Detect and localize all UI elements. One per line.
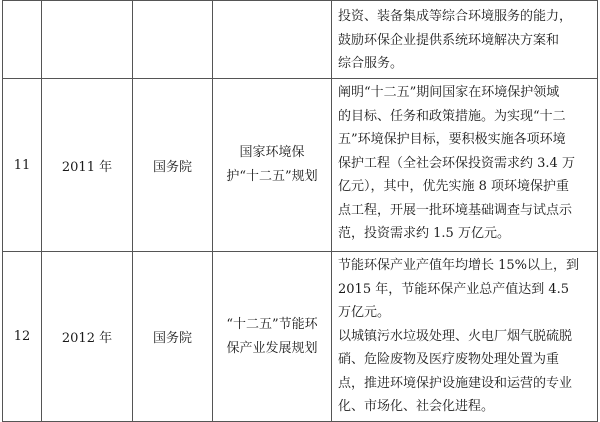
row-year: 2011 年	[42, 79, 133, 252]
row-number	[3, 1, 42, 79]
row-number: 11	[3, 79, 42, 252]
description-line: 以城镇污水垃圾处理、火电厂烟气脱硫脱	[338, 328, 573, 344]
row-description	[332, 252, 598, 422]
description-line: 保护工程（全社会环保投资需求约 3.4 万	[338, 155, 575, 171]
description-line: 阐明“十二五”期间国家在环境保护领域	[338, 85, 560, 100]
description-line: 2015 年，节能环保产业总产值达到 4.5	[338, 281, 570, 297]
description-line: 五”环境保护目标，要积极实施各项环境	[338, 132, 566, 147]
description-line: 的目标、任务和政策措施。为实现“十二	[338, 108, 566, 124]
description-line: 鼓励环保企业提供系统环境解决方案和	[338, 32, 560, 48]
row-issuer	[133, 1, 213, 79]
row-description	[332, 79, 598, 252]
row-description	[332, 1, 598, 79]
row-year	[42, 1, 133, 79]
table-row	[3, 252, 598, 422]
row-issuer: 国务院	[133, 79, 213, 252]
description-line: 硝、危险废物及医疗废物处理处置为重	[338, 352, 560, 367]
table-row	[3, 79, 598, 252]
description-line: 亿元），其中，优先实施 8 项环境保护重	[338, 179, 570, 194]
description-line: 投资、装备集成等综合环境服务的能力，	[338, 9, 573, 24]
description-line: 点，推进环境保护设施建设和运营的专业	[338, 375, 573, 391]
description-line: 综合服务。	[338, 56, 404, 71]
policy-table	[2, 0, 598, 422]
row-title	[213, 1, 332, 79]
table-row	[3, 1, 598, 79]
description-line: 节能环保产业产值年均增长 15%以上，到	[338, 258, 580, 273]
description-line: 点工程，开展一批环境基础调查与试点示	[338, 202, 573, 218]
row-year: 2012 年	[42, 252, 133, 422]
row-number: 12	[3, 252, 42, 422]
row-issuer: 国务院	[133, 252, 213, 422]
description-line: 万亿元。	[338, 305, 391, 320]
description-line: 化、市场化、社会化进程。	[338, 399, 495, 414]
description-line: 范，投资需求约 1.5 万亿元。	[338, 226, 510, 241]
row-title: “十二五”节能环保产业发展规划	[213, 252, 332, 422]
row-title: 国家环境保护“十二五”规划	[213, 79, 332, 252]
